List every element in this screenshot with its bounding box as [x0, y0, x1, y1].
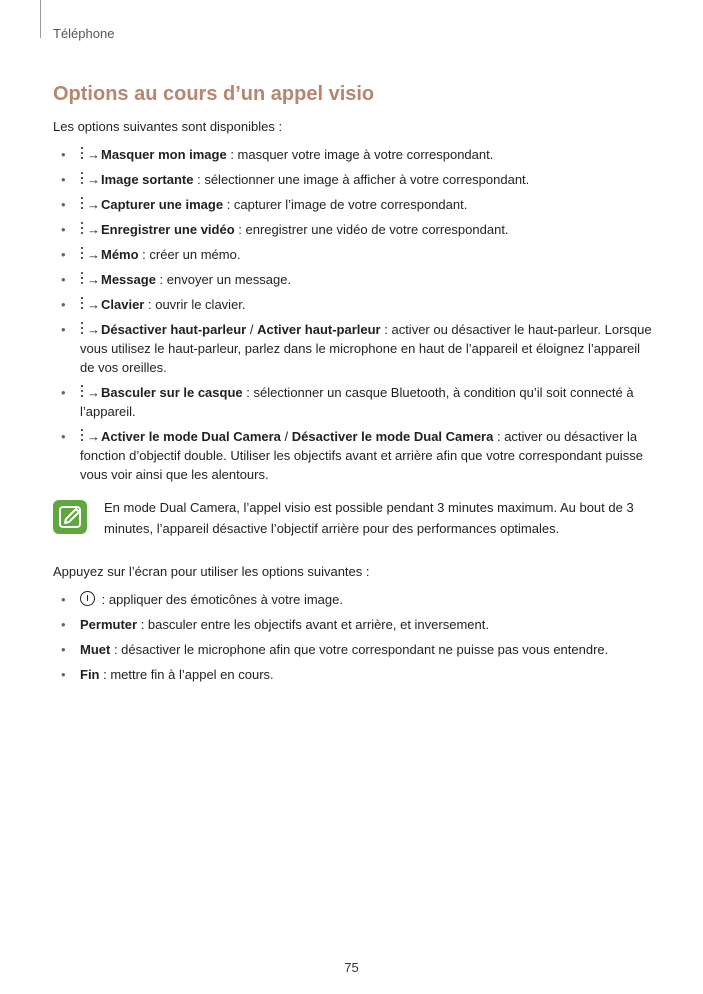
more-options-icon: [80, 429, 85, 442]
list-item: • Muet : désactiver le microphone afin que votre correspondant ne puisse pas vous entendre.: [61, 642, 609, 657]
note-text: En mode Dual Camera, l’appel visio est possible pendant 3 minutes maximum. Au bout de 3 minutes, l’appareil désactive l’objectif arrière pour des performances optimales.: [104, 500, 634, 536]
list-item: • →Masquer mon image : masquer votre image à votre correspondant.: [61, 147, 494, 162]
list-item: • Permuter : basculer entre les objectifs avant et arrière, et inversement.: [61, 617, 489, 632]
list-item: • →Message : envoyer un message.: [61, 272, 292, 287]
call-options-list: [53, 145, 653, 490]
section-header: Téléphone: [53, 26, 115, 41]
list-item: • →Basculer sur le casque : sélectionner un casque Bluetooth, à condition qu’il soit connecté à l’appareil.: [61, 385, 634, 419]
page-title: Options au cours d’un appel visio: [53, 83, 375, 105]
more-options-icon: [80, 322, 85, 335]
list-item: • →Capturer une image : capturer l’image de votre correspondant.: [61, 197, 468, 212]
list-item: • →Enregistrer une vidéo : enregistrer une vidéo de votre correspondant.: [61, 222, 509, 237]
list-item: • →Activer le mode Dual Camera / Désactiver le mode Dual Camera : activer ou désactiver la fonction d’objectif double. Utiliser les objectifs avant et arrière afin que votre correspondant puisse vous voir ainsi que les alentours.: [61, 429, 643, 482]
more-options-icon: [80, 147, 85, 160]
list-item: • Fin : mettre fin à l’appel en cours.: [61, 667, 274, 682]
more-options-icon: [80, 172, 85, 185]
list-item: • →Désactiver haut-parleur / Activer haut-parleur : activer ou désactiver le haut-parleur. Lorsque vous utilisez le haut-parleur, parlez dans le microphone en haut de l’appareil et éloignez l’appareil de vos oreilles.: [61, 322, 652, 375]
note-pencil-icon: [53, 500, 87, 534]
emoticon-icon: [80, 591, 95, 606]
more-options-icon: [80, 385, 85, 398]
list-item: • →Image sortante : sélectionner une image à afficher à votre correspondant.: [61, 172, 530, 187]
screen-options-intro: Appuyez sur l’écran pour utiliser les options suivantes :: [53, 564, 370, 579]
list-item: • : appliquer des émoticônes à votre image.: [61, 592, 343, 607]
more-options-icon: [80, 297, 85, 310]
page-number: 75: [344, 960, 359, 975]
more-options-icon: [80, 222, 85, 235]
list-item: • →Clavier : ouvrir le clavier.: [61, 297, 246, 312]
more-options-icon: [80, 247, 85, 260]
intro-text: Les options suivantes sont disponibles :: [53, 119, 283, 134]
more-options-icon: [80, 197, 85, 210]
list-item: • →Mémo : créer un mémo.: [61, 247, 241, 262]
screen-options-list: [53, 590, 653, 690]
header-rule: [40, 0, 41, 38]
more-options-icon: [80, 272, 85, 285]
